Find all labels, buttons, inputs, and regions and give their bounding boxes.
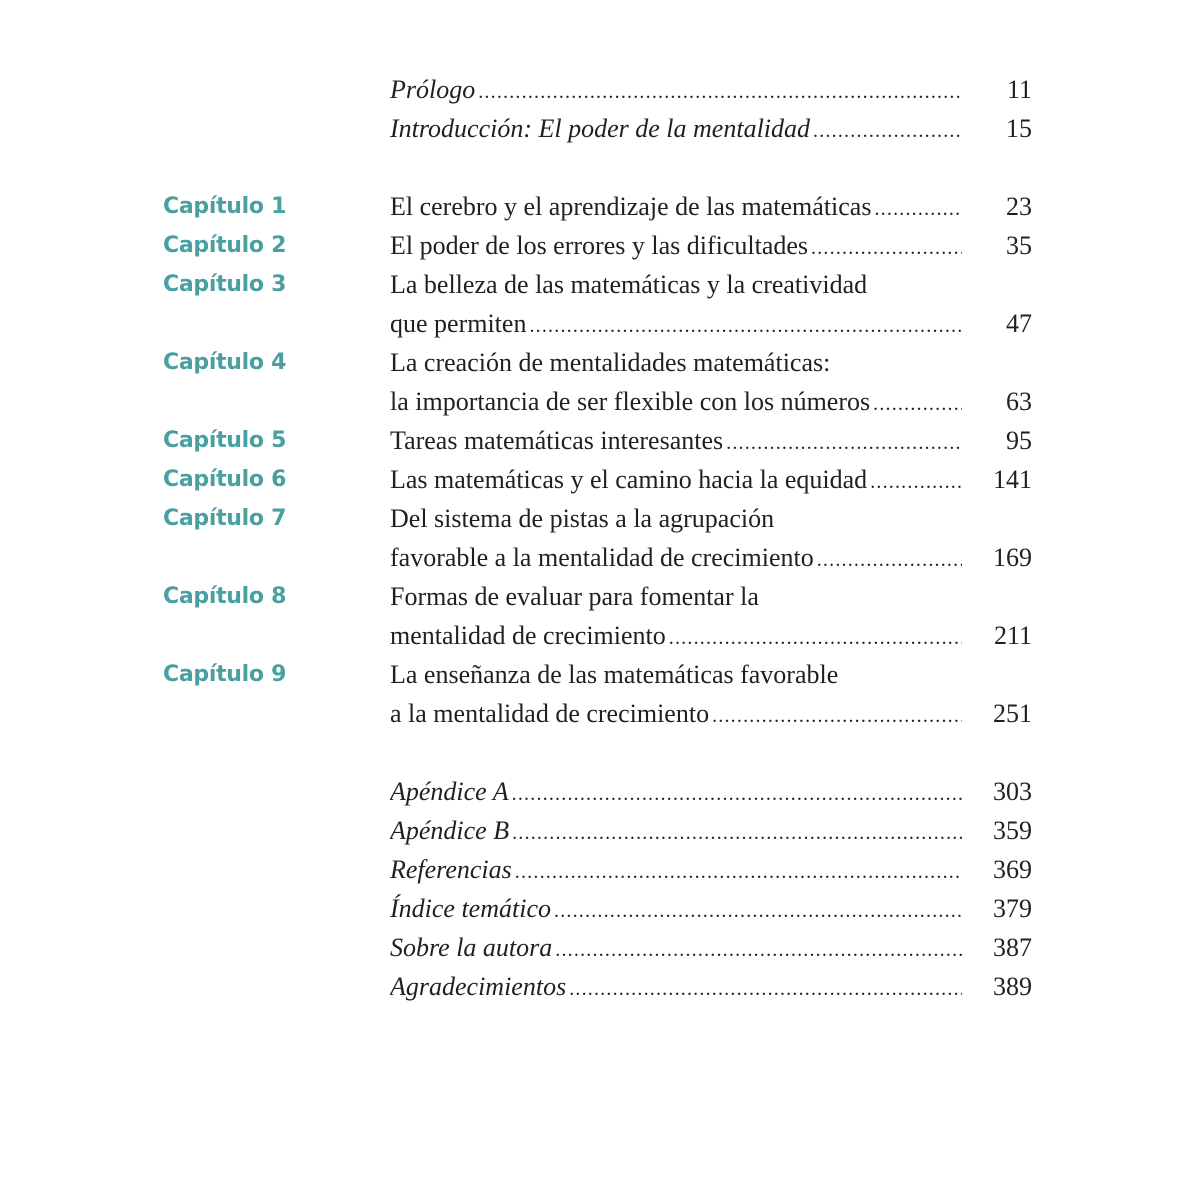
chapter-label: Capítulo 9: [163, 662, 287, 687]
entry-title: Del sistema de pistas a la agrupación: [390, 504, 775, 533]
entry-title: favorable a la mentalidad de crecimiento: [390, 543, 814, 572]
page-number: 359: [993, 816, 1032, 845]
toc-entry-chapter-4-cont[interactable]: [0, 382, 1200, 421]
page-number: 35: [1006, 231, 1032, 260]
page-number: 63: [1006, 387, 1032, 416]
toc-entry-indice-tematico[interactable]: [0, 889, 1200, 928]
chapter-label: Capítulo 3: [163, 272, 287, 297]
chapter-label: Capítulo 2: [163, 233, 287, 258]
toc-entry-chapter-3[interactable]: [0, 265, 1200, 304]
toc-entry-prologo[interactable]: [0, 70, 1200, 109]
toc-entry-sobre-la-autora[interactable]: [0, 928, 1200, 967]
toc-entry-chapter-5[interactable]: [0, 421, 1200, 460]
entry-title: La belleza de las matemáticas y la creatividad: [390, 270, 868, 299]
toc-entry-chapter-8-cont[interactable]: [0, 616, 1200, 655]
toc-entry-chapter-2[interactable]: [0, 226, 1200, 265]
page-number: 23: [1006, 192, 1032, 221]
page-number: 141: [993, 465, 1032, 494]
page-number: 251: [993, 699, 1032, 728]
dot-leader: [569, 970, 962, 1006]
entry-title: Formas de evaluar para fomentar la: [390, 582, 759, 611]
dot-leader: [873, 385, 962, 421]
dot-leader: [817, 541, 962, 577]
page-number: 389: [993, 972, 1032, 1001]
toc-entry-chapter-7-cont[interactable]: [0, 538, 1200, 577]
entry-title: Introducción: El poder de la mentalidad: [390, 114, 811, 143]
toc-entry-chapter-9[interactable]: [0, 655, 1200, 694]
dot-leader: [554, 892, 962, 928]
dot-leader: [555, 931, 962, 967]
page-number: 95: [1006, 426, 1032, 455]
page-number: 387: [993, 933, 1032, 962]
dot-leader: [813, 112, 962, 148]
entry-title: mentalidad de crecimiento: [390, 621, 666, 650]
page-number: 211: [993, 621, 1032, 650]
page-number: 169: [993, 543, 1032, 572]
toc-entry-chapter-8[interactable]: [0, 577, 1200, 616]
dot-leader: [478, 73, 962, 109]
dot-leader: [512, 775, 962, 811]
toc-entry-chapter-6[interactable]: [0, 460, 1200, 499]
dot-leader: [874, 190, 962, 226]
page-number: 369: [993, 855, 1032, 884]
dot-leader: [726, 424, 962, 460]
page-number: 47: [1006, 309, 1032, 338]
entry-title: El cerebro y el aprendizaje de las matemáticas: [390, 192, 872, 221]
chapter-label: Capítulo 6: [163, 467, 287, 492]
entry-title: Índice temático: [390, 894, 551, 923]
dot-leader: [870, 463, 962, 499]
entry-title: Prólogo: [390, 75, 476, 104]
dot-leader: [669, 619, 962, 655]
toc-entry-introduccion[interactable]: [0, 109, 1200, 148]
dot-leader: [712, 697, 962, 733]
entry-title: Agradecimientos: [390, 972, 567, 1001]
page-number: 379: [993, 894, 1032, 923]
page-number: 11: [1006, 75, 1032, 104]
chapter-label: Capítulo 7: [163, 506, 287, 531]
toc-entry-chapter-7[interactable]: [0, 499, 1200, 538]
toc-entry-apendice-b[interactable]: [0, 811, 1200, 850]
entry-title: Apéndice A: [390, 777, 509, 806]
page-number: 15: [1006, 114, 1032, 143]
toc-entry-chapter-1[interactable]: [0, 187, 1200, 226]
chapter-label: Capítulo 8: [163, 584, 287, 609]
entry-title: la importancia de ser flexible con los números: [390, 387, 871, 416]
chapter-label: Capítulo 1: [163, 194, 287, 219]
toc-entry-chapter-9-cont[interactable]: [0, 694, 1200, 733]
chapter-label: Capítulo 5: [163, 428, 287, 453]
toc-entry-chapter-3-cont[interactable]: [0, 304, 1200, 343]
entry-title: El poder de los errores y las dificultades: [390, 231, 809, 260]
entry-title: La creación de mentalidades matemáticas:: [390, 348, 831, 377]
toc-entry-apendice-a[interactable]: [0, 772, 1200, 811]
entry-title: Sobre la autora: [390, 933, 553, 962]
entry-title: La enseñanza de las matemáticas favorable: [390, 660, 839, 689]
dot-leader: [512, 814, 962, 850]
entry-title: Tareas matemáticas interesantes: [390, 426, 724, 455]
dot-leader: [515, 853, 962, 889]
toc-entry-chapter-4[interactable]: [0, 343, 1200, 382]
toc-entry-referencias[interactable]: [0, 850, 1200, 889]
toc-entry-agradecimientos[interactable]: [0, 967, 1200, 1006]
dot-leader: [529, 307, 962, 343]
dot-leader: [811, 229, 962, 265]
entry-title: Apéndice B: [390, 816, 510, 845]
entry-title: Referencias: [390, 855, 512, 884]
entry-title: Las matemáticas y el camino hacia la equidad: [390, 465, 868, 494]
entry-title: a la mentalidad de crecimiento: [390, 699, 710, 728]
chapter-label: Capítulo 4: [163, 350, 287, 375]
entry-title: que permiten: [390, 309, 527, 338]
page-number: 303: [993, 777, 1032, 806]
